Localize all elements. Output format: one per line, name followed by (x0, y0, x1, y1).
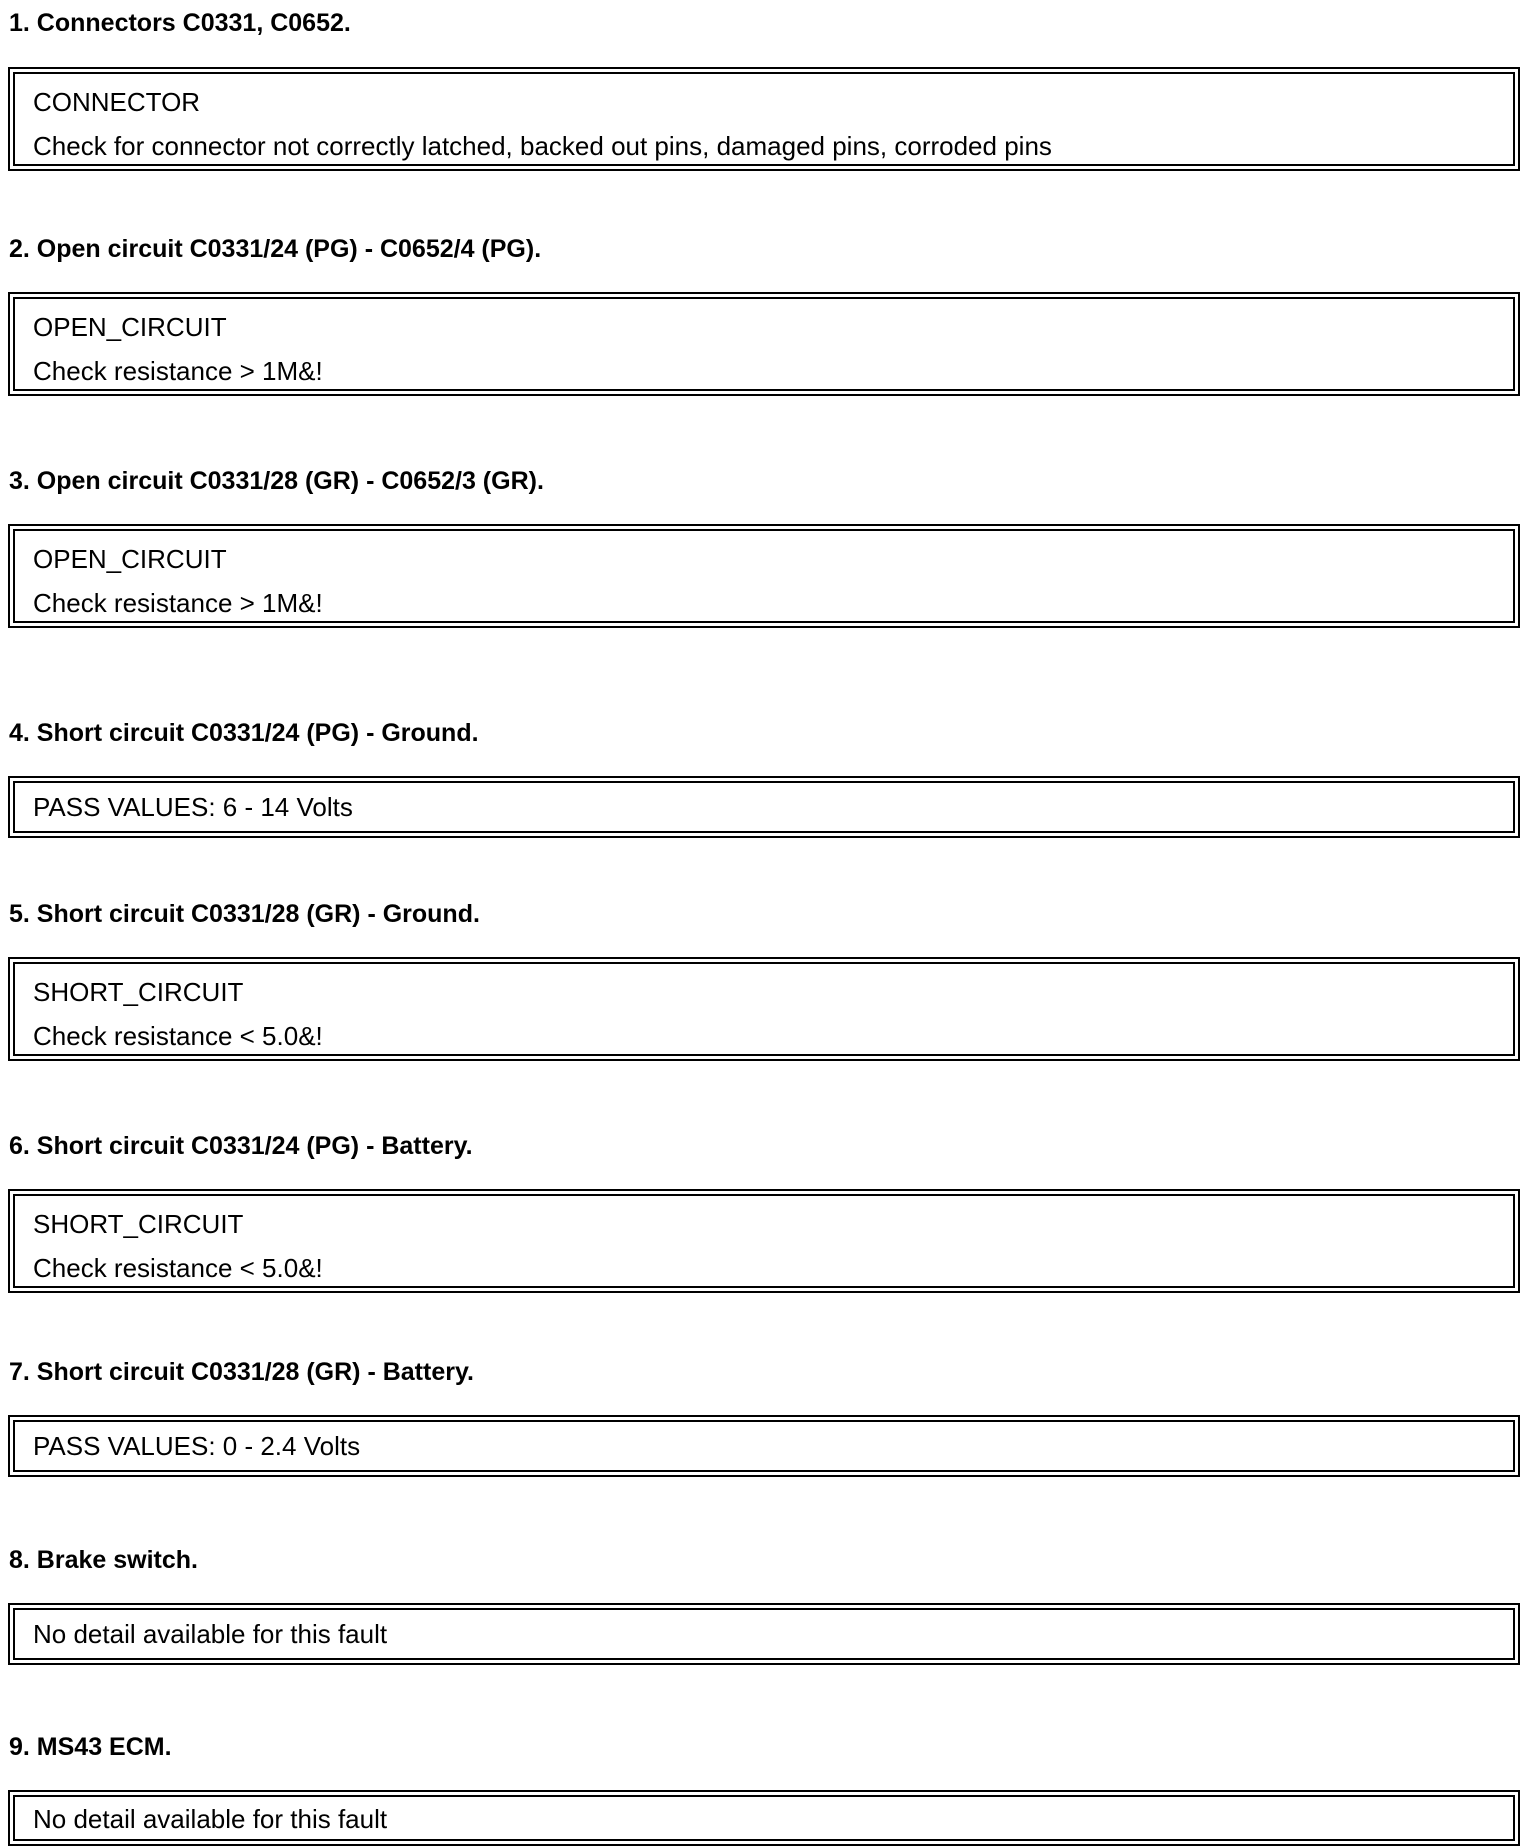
step-6-detail-box (8, 1189, 1520, 1293)
step-7-heading: 7. Short circuit C0331/28 (GR) - Battery. (9, 1358, 474, 1386)
step-4-detail-box (8, 776, 1520, 838)
step-5-detail-text: Check resistance < 5.0&! (33, 1021, 323, 1051)
step-1-detail-box (8, 67, 1520, 171)
step-5-heading: 5. Short circuit C0331/28 (GR) - Ground. (9, 900, 480, 928)
step-5-detail-box (8, 957, 1520, 1061)
step-5-detail-type: SHORT_CIRCUIT (33, 977, 244, 1007)
step-1-heading: 1. Connectors C0331, C0652. (9, 9, 351, 37)
step-1-detail-text: Check for connector not correctly latched, backed out pins, damaged pins, corroded pins (33, 131, 1052, 161)
step-8-heading: 8. Brake switch. (9, 1546, 198, 1574)
step-2-detail-text: Check resistance > 1M&! (33, 356, 323, 386)
step-8-detail-box (8, 1603, 1520, 1665)
step-2-detail-type: OPEN_CIRCUIT (33, 312, 227, 342)
step-2-heading: 2. Open circuit C0331/24 (PG) - C0652/4 (PG). (9, 235, 542, 263)
step-7-detail-text: PASS VALUES: 0 - 2.4 Volts (33, 1431, 361, 1461)
step-1-detail-type: CONNECTOR (33, 87, 201, 117)
step-8-detail-text: No detail available for this fault (33, 1619, 388, 1649)
step-4-heading: 4. Short circuit C0331/24 (PG) - Ground. (9, 719, 479, 747)
step-9-heading: 9. MS43 ECM. (9, 1733, 172, 1761)
step-3-detail-type: OPEN_CIRCUIT (33, 544, 227, 574)
step-2-detail-box (8, 292, 1520, 396)
step-6-detail-text: Check resistance < 5.0&! (33, 1253, 323, 1283)
step-6-detail-type: SHORT_CIRCUIT (33, 1209, 244, 1239)
step-3-heading: 3. Open circuit C0331/28 (GR) - C0652/3 (GR). (9, 467, 544, 495)
step-3-detail-box (8, 524, 1520, 628)
step-4-detail-text: PASS VALUES: 6 - 14 Volts (33, 792, 353, 822)
step-9-detail-box (8, 1790, 1520, 1846)
step-3-detail-text: Check resistance > 1M&! (33, 588, 323, 618)
step-9-detail-text: No detail available for this fault (33, 1804, 388, 1834)
step-7-detail-box (8, 1415, 1520, 1477)
step-6-heading: 6. Short circuit C0331/24 (PG) - Battery. (9, 1132, 473, 1160)
